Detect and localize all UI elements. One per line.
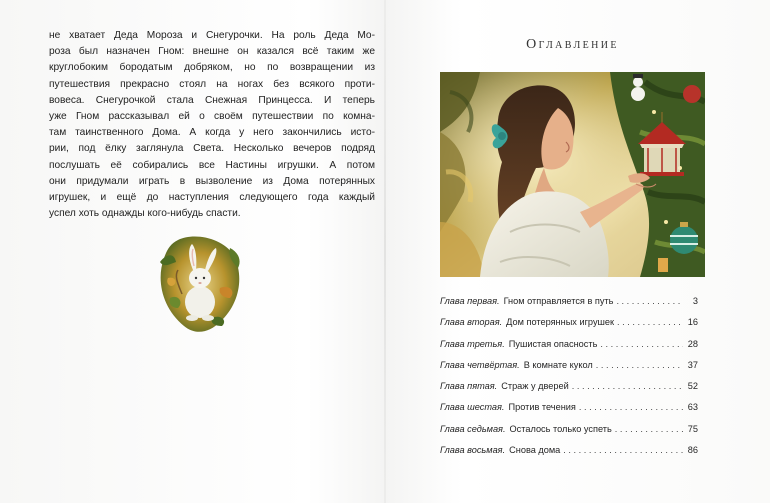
text-line: путешествия прекрасно стоял на ногах без всякого проти- — [49, 78, 375, 90]
toc-entry — [440, 296, 698, 317]
toc-chapter-number: Глава пятая. — [440, 381, 498, 392]
toc-entry — [440, 424, 698, 445]
toc-entry — [440, 402, 698, 423]
toc-chapter-number: Глава шестая. — [440, 402, 505, 413]
toc-chapter-title: Снова дома — [509, 445, 561, 456]
toc-chapter-number: Глава четвёртая. — [440, 359, 520, 370]
text-line: успел хоть однажды кого-нибудь спасти. — [49, 208, 241, 220]
girl-christmas-tree-illustration — [440, 72, 705, 277]
toc-chapter-title: В комнате кукол — [523, 359, 593, 370]
text-line: рии, под ёлку заглянула Света. Несколько вечеров подряд — [49, 143, 375, 155]
toc-chapter-number: Глава первая. — [440, 296, 500, 306]
toc-chapter-title: Осталось только успеть — [509, 423, 612, 434]
text-line: игрушек, и ещё до наступления следующего года каждый — [49, 192, 375, 204]
text-line: вовеса. Снегурочкой стала Снежная Принцесса. И теперь — [49, 94, 375, 106]
toc-chapter-number: Глава восьмая. — [440, 445, 506, 456]
toc-chapter-number: Глава седьмая. — [440, 423, 506, 434]
page-gutter — [384, 0, 386, 503]
toc-leader-dots — [579, 402, 683, 412]
table-of-contents — [440, 296, 698, 466]
text-line: там таинственного Дома. А когда у него закончились исто- — [49, 127, 375, 139]
toc-entry — [440, 360, 698, 381]
toc-leader-dots — [600, 339, 683, 349]
toc-entry — [440, 317, 698, 338]
toc-chapter-title: Пушистая опасность — [508, 338, 598, 349]
toc-leader-dots — [616, 296, 683, 306]
text-line: роза был назначен Гном: внешне он казался всё таким же — [49, 46, 375, 58]
toc-page-number: 52 — [687, 381, 698, 392]
toc-leader-dots — [617, 317, 683, 327]
toc-entry — [440, 381, 698, 402]
toc-leader-dots — [563, 445, 683, 455]
toc-page-number: 86 — [687, 445, 698, 456]
toc-entry — [440, 339, 698, 360]
toc-chapter-number: Глава вторая. — [440, 317, 503, 328]
toc-entry — [440, 445, 698, 466]
text-line: послушать её собирались все Настины игрушки. А потом — [49, 159, 375, 171]
toc-page-number: 16 — [687, 317, 698, 328]
toc-chapter-title: Против течения — [508, 402, 576, 413]
toc-page-number: 37 — [687, 359, 698, 370]
toc-page-number: 75 — [687, 423, 698, 434]
toc-chapter-title: Гном отправляется в путь — [503, 296, 614, 306]
toc-title: Оглавление — [526, 37, 619, 52]
toc-page-number: 63 — [687, 402, 698, 413]
toc-chapter-number: Глава третья. — [440, 338, 505, 349]
text-line: не хватает Деда Мороза и Снегурочки. На роль Деда Мо- — [49, 30, 375, 41]
toc-chapter-title: Дом потерянных игрушек — [506, 317, 615, 328]
toc-leader-dots — [596, 360, 683, 370]
bunny-vignette-illustration — [150, 228, 246, 338]
toc-chapter-title: Страж у дверей — [501, 381, 569, 392]
text-line: уже Гном рассказывал ей о своём путешествии по комна- — [49, 111, 375, 123]
text-line: круглобоким бородатым добряком, но по возвращении из — [49, 62, 375, 74]
text-line: они придумали играть в вызволение из Дома потерянных — [49, 175, 375, 187]
toc-page-number: 3 — [692, 296, 698, 306]
body-text — [49, 28, 375, 222]
toc-leader-dots — [572, 381, 683, 391]
toc-page-number: 28 — [687, 338, 698, 349]
toc-leader-dots — [615, 424, 683, 434]
